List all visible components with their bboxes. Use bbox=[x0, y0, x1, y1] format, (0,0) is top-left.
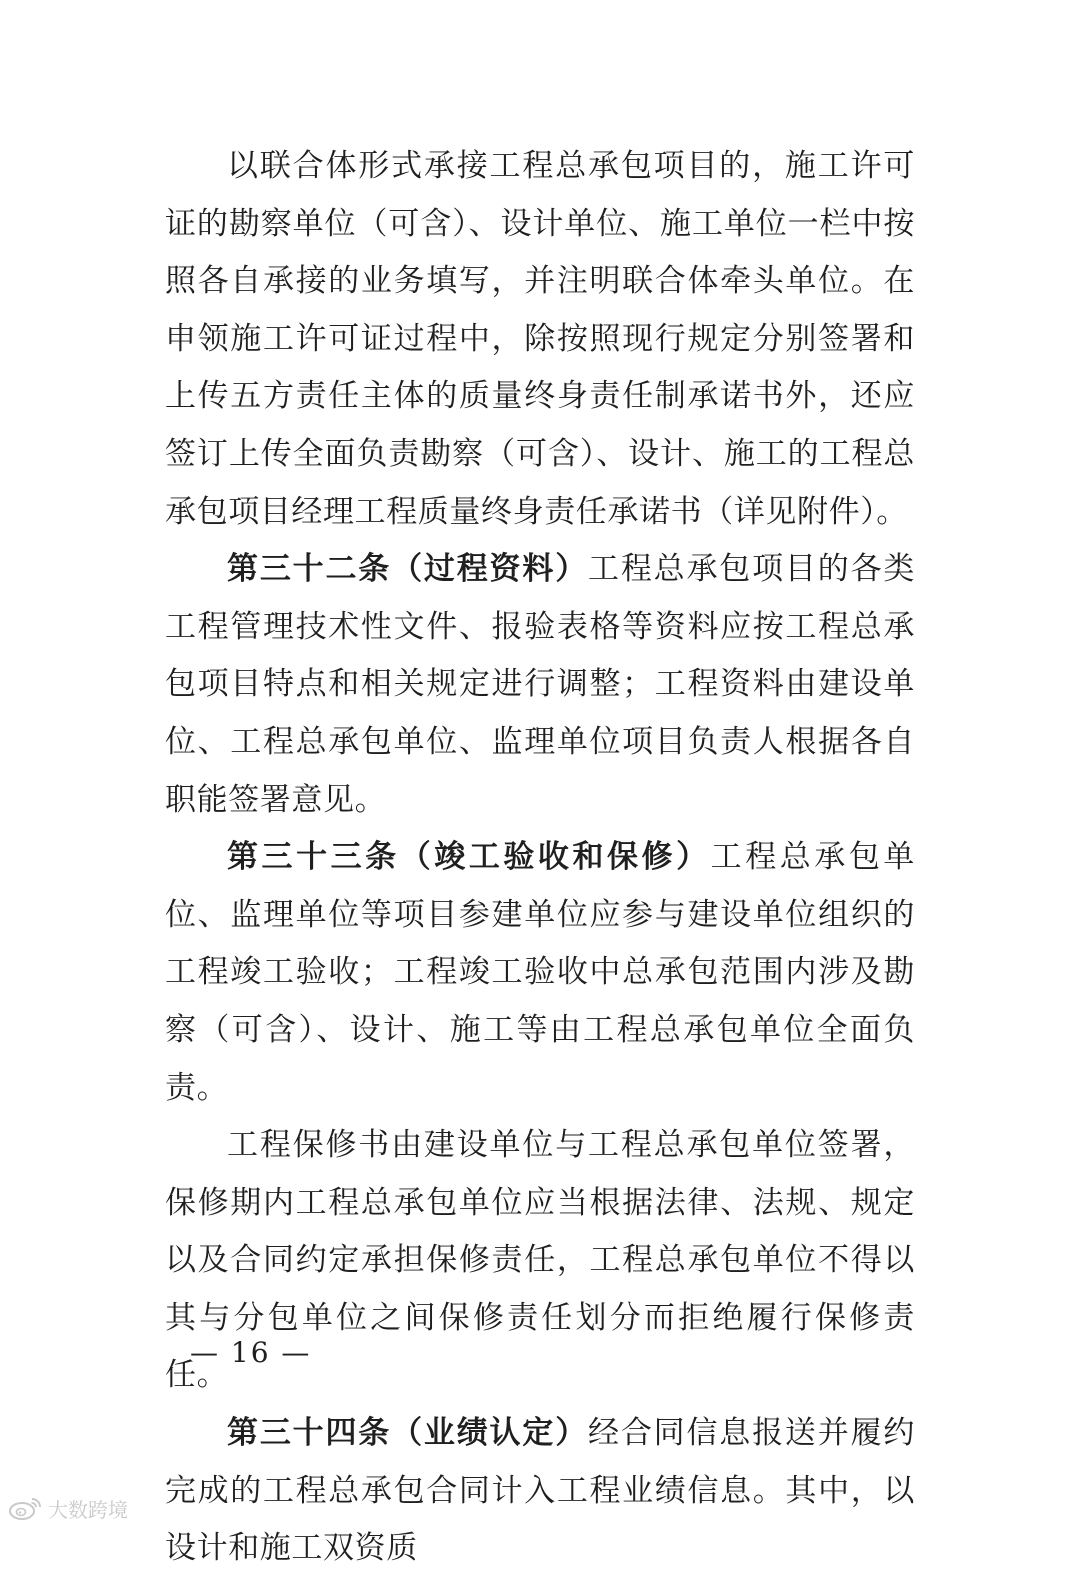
paragraph-text: 以联合体形式承接工程总承包项目的，施工许可证的勘察单位（可含）、设计单位、施工单位一栏中按照各自承接的业务填写，并注明联合体牵头单位。在申领施工许可证过程中，除按照现行规定分别签署和上传五方责任主体的质量终身责任制承诺书外，还应签订上传全面负责勘察（可含）、设计、施工的工程总承包项目经理工程质量终身责任承诺书（详见附件）。 bbox=[165, 148, 915, 530]
paragraph-text: 经合同信息报送并履约完成的工程总承包合同计入工程业绩信息。其中，以设计和施工双资质 bbox=[165, 1415, 915, 1567]
article-32-heading: 第三十二条（过程资料） bbox=[227, 551, 589, 588]
paragraph-text: 工程总承包单位、监理单位等项目参建单位应参与建设单位组织的工程竣工验收；工程竣工验收中总承包范围内涉及勘察（可含）、设计、施工等由工程总承包单位全面负责。 bbox=[165, 839, 915, 1106]
article-33-heading: 第三十三条（竣工验收和保修） bbox=[227, 839, 711, 876]
paragraph-1 bbox=[165, 138, 915, 541]
paragraph-3 bbox=[165, 829, 915, 1117]
paragraph-2 bbox=[165, 541, 915, 829]
weibo-logo-icon bbox=[8, 1495, 42, 1521]
watermark bbox=[8, 1494, 128, 1522]
watermark-text: 大数跨境 bbox=[48, 1497, 128, 1522]
page-number: — 16 — bbox=[190, 1336, 312, 1369]
paragraph-5 bbox=[165, 1405, 915, 1578]
paragraph-text: 工程保修书由建设单位与工程总承包单位签署，保修期内工程总承包单位应当根据法律、法规、规定以及合同约定承担保修责任，工程总承包单位不得以其与分包单位之间保修责任划分而拒绝履行保修责任。 bbox=[165, 1127, 915, 1394]
article-34-heading: 第三十四条（业绩认定） bbox=[227, 1415, 589, 1452]
paragraph-text: 工程总承包项目的各类工程管理技术性文件、报验表格等资料应按工程总承包项目特点和相关规定进行调整；工程资料由建设单位、工程总承包单位、监理单位项目负责人根据各自职能签署意见。 bbox=[165, 551, 915, 818]
